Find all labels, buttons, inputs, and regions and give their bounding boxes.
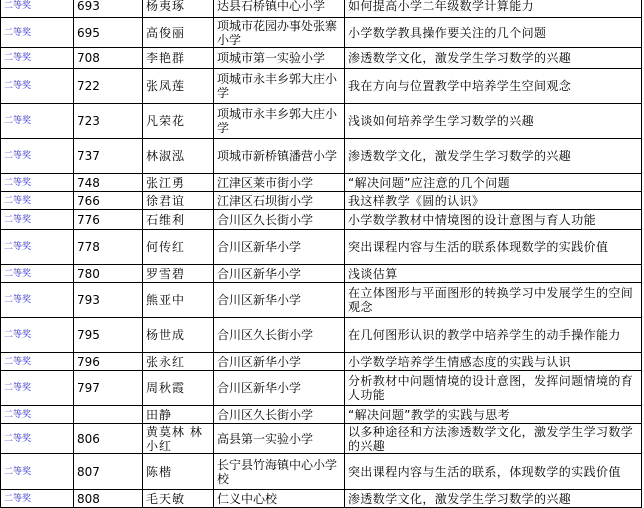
entry-number-cell: 797 bbox=[74, 371, 143, 406]
school-cell: 江津区石坝街小学 bbox=[214, 192, 345, 210]
paper-title-cell: 在立体图形与平面图形的转换学习中发展学生的空间观念 bbox=[345, 283, 642, 318]
entry-number-cell: 806 bbox=[74, 424, 143, 454]
award-level-cell: 二等奖 bbox=[1, 490, 74, 508]
paper-title-cell: “解决问题”教学的实践与思考 bbox=[345, 406, 642, 424]
table-row bbox=[1, 454, 642, 490]
award-level-cell: 二等奖 bbox=[1, 454, 74, 490]
award-level-cell: 二等奖 bbox=[1, 174, 74, 192]
paper-title-cell: 以多种途径和方法渗透数学文化，激发学生学习数学的兴趣 bbox=[345, 424, 642, 454]
author-name-cell: 徐君谊 bbox=[143, 192, 214, 210]
school-cell: 长宁县竹海镇中心小学校 bbox=[214, 454, 345, 490]
school-cell: 合川区久长街小学 bbox=[214, 406, 345, 424]
school-cell: 项城市永丰乡郭大庄小学 bbox=[214, 69, 345, 104]
school-cell: 高县第一实验小学 bbox=[214, 424, 345, 454]
award-level-cell: 二等奖 bbox=[1, 371, 74, 406]
paper-title-cell: 浅谈估算 bbox=[345, 265, 642, 283]
school-cell: 项城市花园办事处张寨小学 bbox=[214, 18, 345, 48]
entry-number-cell: 796 bbox=[74, 353, 143, 371]
author-name-cell: 凡荣花 bbox=[143, 104, 214, 139]
entry-number-cell: 693 bbox=[74, 0, 143, 18]
award-level-cell: 二等奖 bbox=[1, 192, 74, 210]
table-row bbox=[1, 265, 642, 283]
table-row bbox=[1, 210, 642, 230]
award-level-cell: 二等奖 bbox=[1, 406, 74, 424]
paper-title-cell: 我在方向与位置教学中培养学生空间观念 bbox=[345, 69, 642, 104]
award-level-cell: 二等奖 bbox=[1, 318, 74, 353]
school-cell: 合川区久长街小学 bbox=[214, 318, 345, 353]
award-level-cell: 二等奖 bbox=[1, 69, 74, 104]
author-name-cell: 熊亚中 bbox=[143, 283, 214, 318]
author-name-cell: 林淑泓 bbox=[143, 139, 214, 174]
paper-title-cell: 渗透数学文化，激发学生学习数学的兴趣 bbox=[345, 490, 642, 508]
table-row bbox=[1, 18, 642, 48]
entry-number-cell: 778 bbox=[74, 230, 143, 265]
award-level-cell: 二等奖 bbox=[1, 424, 74, 454]
table-row bbox=[1, 139, 642, 174]
author-name-cell: 高俊丽 bbox=[143, 18, 214, 48]
author-name-cell: 张永红 bbox=[143, 353, 214, 371]
paper-title-cell: 如何提高小学二年级数学计算能力 bbox=[345, 0, 642, 18]
table-row bbox=[1, 48, 642, 69]
paper-title-cell: 小学数学教具操作要关注的几个问题 bbox=[345, 18, 642, 48]
paper-title-cell: 渗透数学文化，激发学生学习数学的兴趣 bbox=[345, 48, 642, 69]
entry-number-cell: 722 bbox=[74, 69, 143, 104]
paper-title-cell: 渗透数学文化，激发学生学习数学的兴趣 bbox=[345, 139, 642, 174]
table-row bbox=[1, 230, 642, 265]
school-cell: 达县石桥镇中心小学 bbox=[214, 0, 345, 18]
school-cell: 项城市永丰乡郭大庄小学 bbox=[214, 104, 345, 139]
author-name-cell: 杨世成 bbox=[143, 318, 214, 353]
entry-number-cell: 795 bbox=[74, 318, 143, 353]
author-name-cell: 何传红 bbox=[143, 230, 214, 265]
entry-number-cell bbox=[74, 406, 143, 424]
table-row bbox=[1, 174, 642, 192]
school-cell: 江津区莱市街小学 bbox=[214, 174, 345, 192]
paper-title-cell: 在几何图形认识的教学中培养学生的动手操作能力 bbox=[345, 318, 642, 353]
paper-title-cell: 小学数学教材中情境图的设计意图与育人功能 bbox=[345, 210, 642, 230]
paper-title-cell: 突出课程内容与生活的联系体现数学的实践价值 bbox=[345, 230, 642, 265]
school-cell: 合川区新华小学 bbox=[214, 283, 345, 318]
paper-title-cell: 分析教材中问题情境的设计意图，发挥问题情境的育人功能 bbox=[345, 371, 642, 406]
paper-title-cell: “解决问题”应注意的几个问题 bbox=[345, 174, 642, 192]
author-name-cell: 杨夷琢 bbox=[143, 0, 214, 18]
school-cell: 项城市第一实验小学 bbox=[214, 48, 345, 69]
award-level-cell: 二等奖 bbox=[1, 139, 74, 174]
school-cell: 合川区新华小学 bbox=[214, 230, 345, 265]
author-name-cell: 黄莫林 林小红 bbox=[143, 424, 214, 454]
author-name-cell: 张江勇 bbox=[143, 174, 214, 192]
award-level-cell: 二等奖 bbox=[1, 18, 74, 48]
table-row bbox=[1, 490, 642, 508]
award-level-cell: 二等奖 bbox=[1, 48, 74, 69]
table-row bbox=[1, 406, 642, 424]
table-row bbox=[1, 283, 642, 318]
entry-number-cell: 766 bbox=[74, 192, 143, 210]
entry-number-cell: 737 bbox=[74, 139, 143, 174]
author-name-cell: 李艳群 bbox=[143, 48, 214, 69]
table-row bbox=[1, 69, 642, 104]
paper-title-cell: 浅谈如何培养学生学习数学的兴趣 bbox=[345, 104, 642, 139]
entry-number-cell: 708 bbox=[74, 48, 143, 69]
school-cell: 仁义中心校 bbox=[214, 490, 345, 508]
author-name-cell: 罗雪碧 bbox=[143, 265, 214, 283]
entry-number-cell: 748 bbox=[74, 174, 143, 192]
author-name-cell: 周秋霞 bbox=[143, 371, 214, 406]
author-name-cell: 毛天敏 bbox=[143, 490, 214, 508]
school-cell: 项城市新桥镇潘营小学 bbox=[214, 139, 345, 174]
paper-title-cell: 小学数学培养学生情感态度的实践与认识 bbox=[345, 353, 642, 371]
school-cell: 合川区久长街小学 bbox=[214, 210, 345, 230]
table-row bbox=[1, 104, 642, 139]
table-row bbox=[1, 353, 642, 371]
table-row bbox=[1, 0, 642, 18]
award-table-body bbox=[1, 0, 642, 508]
author-name-cell: 石维利 bbox=[143, 210, 214, 230]
award-level-cell: 二等奖 bbox=[1, 283, 74, 318]
entry-number-cell: 807 bbox=[74, 454, 143, 490]
award-level-cell: 二等奖 bbox=[1, 0, 74, 18]
school-cell: 合川区新华小学 bbox=[214, 353, 345, 371]
author-name-cell: 张凤莲 bbox=[143, 69, 214, 104]
table-row bbox=[1, 318, 642, 353]
table-row bbox=[1, 192, 642, 210]
paper-title-cell: 突出课程内容与生活的联系，体现数学的实践价值 bbox=[345, 454, 642, 490]
author-name-cell: 陈楷 bbox=[143, 454, 214, 490]
author-name-cell: 田静 bbox=[143, 406, 214, 424]
award-level-cell: 二等奖 bbox=[1, 104, 74, 139]
school-cell: 合川区新华小学 bbox=[214, 265, 345, 283]
entry-number-cell: 695 bbox=[74, 18, 143, 48]
school-cell: 合川区新华小学 bbox=[214, 371, 345, 406]
award-level-cell: 二等奖 bbox=[1, 210, 74, 230]
award-level-cell: 二等奖 bbox=[1, 230, 74, 265]
entry-number-cell: 776 bbox=[74, 210, 143, 230]
entry-number-cell: 808 bbox=[74, 490, 143, 508]
table-row bbox=[1, 371, 642, 406]
entry-number-cell: 780 bbox=[74, 265, 143, 283]
award-level-cell: 二等奖 bbox=[1, 265, 74, 283]
award-level-cell: 二等奖 bbox=[1, 353, 74, 371]
entry-number-cell: 723 bbox=[74, 104, 143, 139]
entry-number-cell: 793 bbox=[74, 283, 143, 318]
table-row bbox=[1, 424, 642, 454]
paper-title-cell: 我这样教学《圆的认识》 bbox=[345, 192, 642, 210]
